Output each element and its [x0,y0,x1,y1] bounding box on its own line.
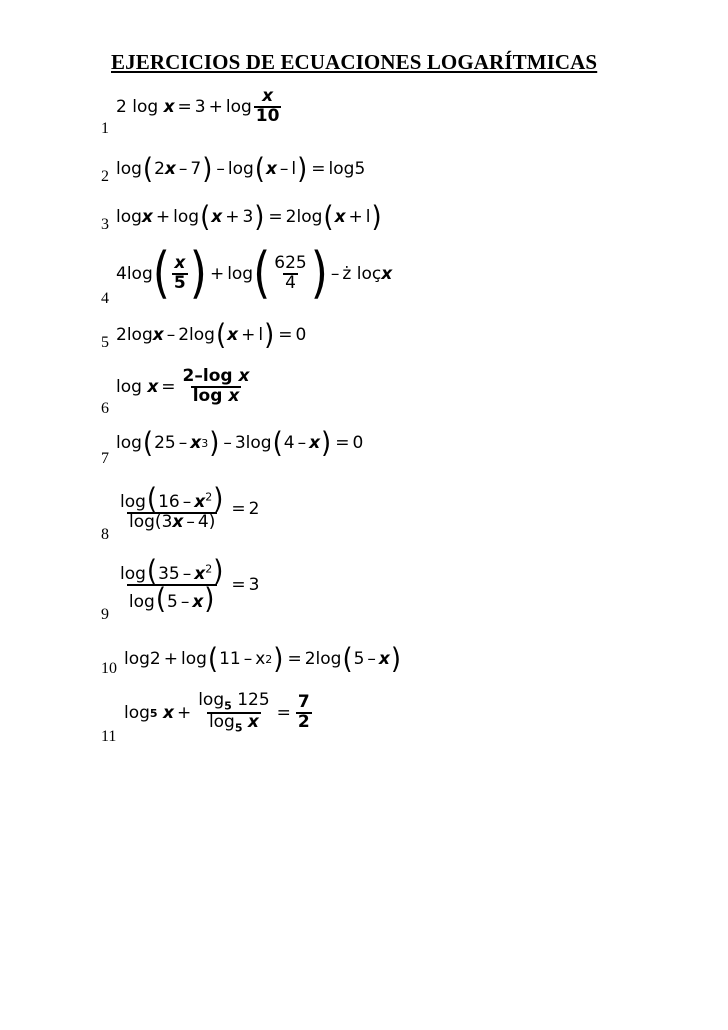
equation: log 5 x + $\frac{\log_5 125}{\log_5 x}$ = $\frac{7}{2}$ [124,690,310,735]
page-title: EJERCICIOS DE ECUACIONES LOGARÍTMICAS [111,50,598,74]
exercise-number: 7 [101,450,109,467]
equation: 4 log ( $\frac{x}{5}$ ) + log ( $\frac{625}{4}$ ) – ż loç x [116,241,393,306]
exercise-5 [0,292,728,352]
exercise-number: 5 [101,334,109,351]
equation: $\frac{\log(16 - x^2)}{\log(3x - 4)}$ = 2 [120,482,260,533]
fraction: $\frac{\log_5 125}{\log_5 x}$ [198,690,270,735]
fraction: $\frac{7}{2}$ [297,692,310,733]
exercise-number: 8 [101,526,109,543]
exercise-number: 1 [101,120,109,137]
exercise-3 [0,174,728,234]
fraction: $\frac{\text{2–log x}}{\text{log x}}$ [182,366,250,407]
exercise-11 [0,686,728,746]
equation: log ( 2 x – 7 ) – log ( x – l ) = log 5 [116,152,366,186]
fraction: $\frac{\log(35 - x^2)}{\log(5 - x)}$ [120,554,224,616]
exercise-10 [0,618,728,678]
exercise-number: 6 [101,400,109,417]
exercise-number: 4 [101,290,109,307]
equation: log ( 25 – x 3 ) – 3 log ( 4 – x ) = 0 [116,426,364,460]
exercise-9 [0,554,728,624]
equation: 2 log x – 2 log ( x + l ) = 0 [116,318,307,352]
exercise-number: 10 [101,660,117,677]
exercise-number: 11 [101,728,117,745]
fraction: $\frac{x}{5}$ [173,253,186,293]
equation: 2 log x = 3 + log $\frac{x}{10}$ [116,86,280,127]
exercise-7 [0,408,728,468]
fraction: $\frac{625}{4}$ [274,253,307,293]
exercise-number: 9 [101,606,109,623]
equation: log x + log ( x + 3 ) = 2 log ( x + l ) [116,200,382,234]
exercise-number: 2 [101,168,109,185]
equation: log 2 + log ( 11 – x 2 ) = 2 log ( 5 – x ) [124,642,402,676]
equation: log x = $\frac{\text{2–log x}}{\text{log x}}$ [116,366,250,407]
exercise-8 [0,484,728,544]
fraction: $\frac{\log(16 - x^2)}{\log(3x - 4)}$ [120,482,224,533]
equation: $\frac{\log(35 - x^2)}{\log(5 - x)}$ = 3 [120,554,260,616]
exercise-number: 3 [101,216,109,233]
fraction: $\frac{x}{10}$ [255,86,280,127]
